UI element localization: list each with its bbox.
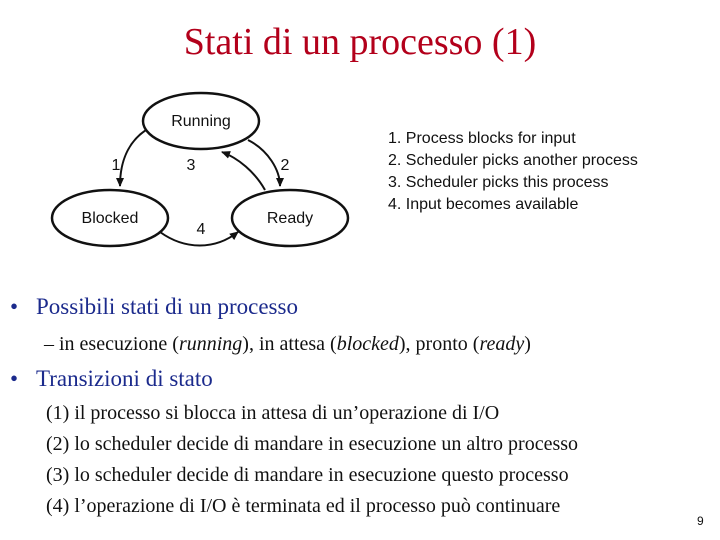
transition-1-label: 1 — [111, 157, 121, 174]
diagram-legend — [388, 128, 638, 216]
transition-item-1: (1) il processo si blocca in attesa di un’operazione di I/O — [46, 402, 500, 424]
term-ready: ready — [479, 333, 525, 355]
sub-bullet-states — [44, 333, 531, 356]
sub-text: in esecuzione (running), in attesa (blocked), pronto (ready) — [59, 333, 531, 355]
legend-item: 4. Input becomes available — [388, 196, 579, 213]
state-blocked-label: Blocked — [81, 210, 139, 227]
bullet-states-text: Possibili stati di un processo — [36, 294, 298, 319]
transition-2-label: 2 — [280, 157, 290, 174]
bullet-states — [10, 294, 298, 320]
legend-item: 3. Scheduler picks this process — [388, 174, 609, 191]
slide-title: Stati di un processo (1) — [183, 21, 537, 63]
bullet-marker: • — [10, 366, 19, 391]
legend-item: 2. Scheduler picks another process — [388, 152, 638, 169]
transition-item-2: (2) lo scheduler decide di mandare in esecuzione un altro processo — [46, 433, 579, 455]
state-ready-label: Ready — [266, 210, 314, 227]
transition-3-arrow — [222, 152, 265, 190]
sub-bullet-dash: – — [44, 333, 54, 355]
term-blocked: blocked — [336, 333, 399, 355]
page-number: 9 — [697, 514, 704, 528]
transition-1-arrow — [120, 130, 146, 186]
transition-item-4: (4) l’operazione di I/O è terminata ed il processo può continuare — [46, 495, 561, 517]
term-running: running — [178, 333, 243, 355]
transition-3-label: 3 — [186, 157, 196, 174]
bullet-transitions — [10, 366, 213, 392]
transition-item-3: (3) lo scheduler decide di mandare in esecuzione questo processo — [46, 464, 569, 486]
bullet-transitions-text: Transizioni di stato — [36, 366, 213, 391]
transition-4-label: 4 — [196, 221, 206, 238]
bullet-marker: • — [10, 294, 19, 319]
legend-item: 1. Process blocks for input — [388, 130, 576, 147]
transition-2-arrow — [248, 140, 280, 186]
state-running-label: Running — [171, 113, 231, 130]
